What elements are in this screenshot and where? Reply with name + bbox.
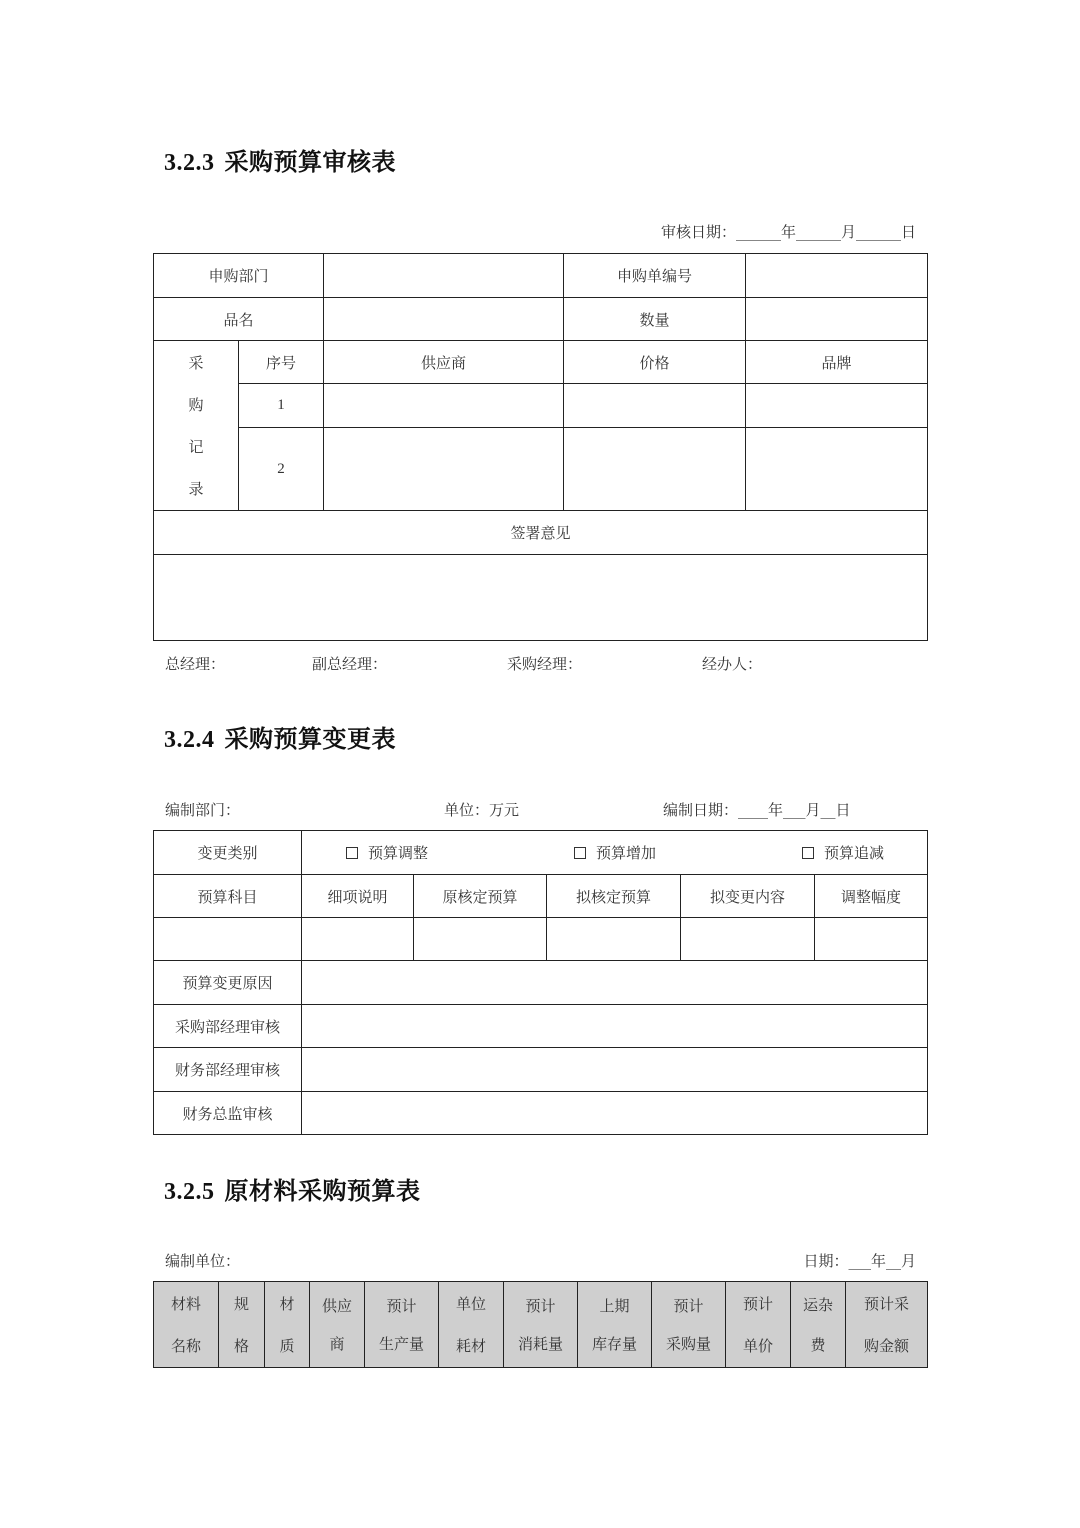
checkbox-icon[interactable] <box>574 847 586 859</box>
header-supplier <box>310 1282 365 1368</box>
change-table <box>153 830 928 1135</box>
header-line: 供应 <box>321 1296 352 1315</box>
record-label <box>154 341 239 511</box>
header-est-consumption <box>504 1282 578 1368</box>
header-line: 预计 <box>742 1294 773 1313</box>
header-line: 费 <box>810 1335 826 1354</box>
header-line: 规 <box>233 1294 249 1313</box>
header-detail: 细项说明 <box>302 875 414 918</box>
header-est-production <box>365 1282 439 1368</box>
header-line: 购金额 <box>863 1336 909 1355</box>
checkbox-icon[interactable] <box>346 847 358 859</box>
signer-pm: 采购经理： <box>507 655 583 673</box>
header-line: 预计 <box>673 1296 704 1315</box>
row-label-reason: 预算变更原因 <box>154 961 302 1005</box>
col-supplier: 供应商 <box>324 341 564 384</box>
row-label-cfo-review: 财务总监审核 <box>154 1092 302 1135</box>
col-seq: 序号 <box>239 341 324 384</box>
header-adjust-range: 调整幅度 <box>815 875 928 918</box>
input-cell[interactable] <box>302 1048 928 1092</box>
header-line: 耗材 <box>455 1336 486 1355</box>
input-cell[interactable] <box>302 1005 928 1048</box>
row-label-purchase-review: 采购部经理审核 <box>154 1005 302 1048</box>
header-material <box>265 1282 310 1368</box>
header-line: 采购量 <box>665 1334 711 1353</box>
record-char: 采 <box>188 353 204 372</box>
input-cell[interactable] <box>154 918 302 961</box>
option-label: 预算增加 <box>596 844 657 862</box>
compile-dept: 编制部门： <box>165 801 241 819</box>
audit-date: 审核日期：______年______月______日 <box>660 223 916 241</box>
header-line: 格 <box>233 1336 249 1355</box>
header-line: 生产量 <box>378 1334 424 1353</box>
section-title-text: 原材料采购预算表 <box>224 1176 421 1205</box>
section-title-3-2-5 <box>164 1171 421 1206</box>
date-label: 日期：___年__月 <box>803 1252 916 1270</box>
option-label: 预算追减 <box>824 844 885 862</box>
header-line: 库存量 <box>591 1334 637 1353</box>
item-label: 品名 <box>154 298 324 341</box>
compile-date: 编制日期：____年___月__日 <box>663 801 851 819</box>
input-cell[interactable] <box>414 918 547 961</box>
qty-cell[interactable] <box>746 298 928 341</box>
header-line: 材 <box>279 1294 295 1313</box>
header-freight <box>791 1282 846 1368</box>
header-line: 预计 <box>525 1296 556 1315</box>
section-title-text: 采购预算审核表 <box>224 147 396 176</box>
header-line: 质 <box>279 1336 295 1355</box>
record-char: 录 <box>188 479 204 498</box>
header-spec <box>219 1282 265 1368</box>
option-increase[interactable] <box>574 842 802 863</box>
price-cell[interactable] <box>564 384 746 428</box>
change-type-label: 变更类别 <box>154 831 302 875</box>
qty-label: 数量 <box>564 298 746 341</box>
header-est-amount <box>846 1282 928 1368</box>
row-seq-2: 2 <box>239 428 324 511</box>
header-line: 单价 <box>742 1336 773 1355</box>
section-title-text: 采购预算变更表 <box>224 724 396 753</box>
dept-cell[interactable] <box>324 254 564 298</box>
price-cell[interactable] <box>564 428 746 511</box>
supplier-cell[interactable] <box>324 384 564 428</box>
header-unit-consumption <box>439 1282 504 1368</box>
signer-gm: 总经理： <box>165 655 226 673</box>
signer-vgm: 副总经理： <box>312 655 388 673</box>
header-line: 单位 <box>455 1294 486 1313</box>
input-cell[interactable] <box>681 918 815 961</box>
header-est-unit-price <box>726 1282 791 1368</box>
header-change-content: 拟变更内容 <box>681 875 815 918</box>
header-line: 商 <box>329 1334 345 1353</box>
header-line: 材料 <box>170 1294 201 1313</box>
input-cell[interactable] <box>302 1092 928 1135</box>
section-title-3-2-3 <box>164 142 396 177</box>
header-budget-item: 预算科目 <box>154 875 302 918</box>
order-no-label: 申购单编号 <box>564 254 746 298</box>
order-no-cell[interactable] <box>746 254 928 298</box>
header-line: 预计采 <box>863 1294 909 1313</box>
header-line: 上期 <box>599 1296 630 1315</box>
opinion-label: 签署意见 <box>154 511 928 555</box>
header-line: 消耗量 <box>517 1334 563 1353</box>
opinion-cell[interactable] <box>154 555 928 641</box>
section-number: 3.2.3 <box>164 150 215 176</box>
row-seq-1: 1 <box>239 384 324 428</box>
option-adjust[interactable] <box>302 842 574 863</box>
col-brand: 品牌 <box>746 341 928 384</box>
header-line: 预计 <box>386 1296 417 1315</box>
material-table <box>153 1281 928 1368</box>
option-label: 预算调整 <box>368 844 429 862</box>
input-cell[interactable] <box>302 961 928 1005</box>
row-label-finance-review: 财务部经理审核 <box>154 1048 302 1092</box>
item-cell[interactable] <box>324 298 564 341</box>
header-original: 原核定预算 <box>414 875 547 918</box>
input-cell[interactable] <box>302 918 414 961</box>
change-type-options <box>302 831 928 875</box>
checkbox-icon[interactable] <box>802 847 814 859</box>
signer-handler: 经办人： <box>702 655 763 673</box>
compile-unit: 编制单位： <box>165 1252 241 1270</box>
header-proposed: 拟核定预算 <box>547 875 681 918</box>
header-line: 名称 <box>170 1336 201 1355</box>
section-number: 3.2.5 <box>164 1179 215 1205</box>
supplier-cell[interactable] <box>324 428 564 511</box>
record-char: 记 <box>188 437 204 456</box>
header-prev-stock <box>578 1282 652 1368</box>
record-char: 购 <box>188 395 204 414</box>
col-price: 价格 <box>564 341 746 384</box>
unit-label: 单位：万元 <box>444 801 520 819</box>
input-cell[interactable] <box>547 918 681 961</box>
section-title-3-2-4 <box>164 719 396 754</box>
input-cell[interactable] <box>815 918 928 961</box>
audit-table <box>153 253 928 641</box>
header-line: 运杂 <box>802 1295 833 1314</box>
header-material-name <box>154 1282 219 1368</box>
dept-label: 申购部门 <box>154 254 324 298</box>
brand-cell[interactable] <box>746 384 928 428</box>
section-number: 3.2.4 <box>164 727 215 753</box>
header-est-purchase-qty <box>652 1282 726 1368</box>
option-decrease[interactable] <box>802 842 884 863</box>
brand-cell[interactable] <box>746 428 928 511</box>
